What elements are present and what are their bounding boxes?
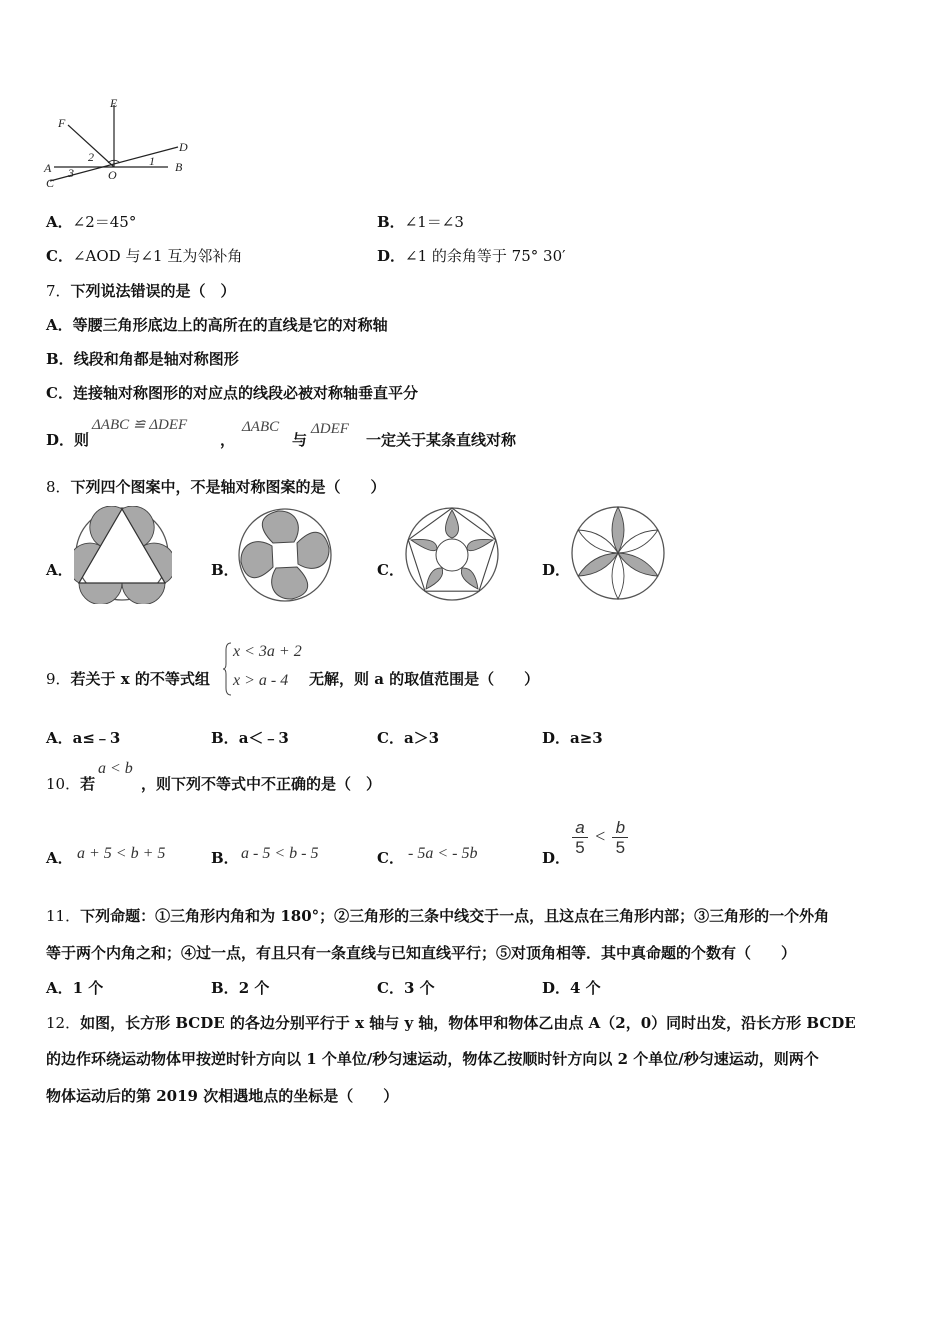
option-text: 4 个 bbox=[570, 979, 601, 997]
option-letter: C． bbox=[46, 247, 73, 265]
comma: ， bbox=[220, 431, 236, 449]
math-def: ΔDEF bbox=[311, 421, 349, 437]
numerator: a bbox=[575, 818, 585, 837]
option-letter: B． bbox=[46, 350, 74, 368]
label-f: F bbox=[58, 116, 66, 130]
q11-option-a bbox=[46, 977, 103, 998]
q11-line-2: 等于两个内角之和；④过一点，有且只有一条直线与已知直线平行；⑤对顶角相等．其中真命题的个数有（ ） bbox=[46, 944, 797, 962]
option-letter: A． bbox=[46, 849, 73, 867]
option-letter: B． bbox=[211, 849, 239, 867]
label-e: E bbox=[110, 96, 118, 110]
q7-option-b bbox=[46, 348, 239, 369]
question-text: 如图，长方形 BCDE 的各边分别平行于 x 轴与 y 轴，物体甲和物体乙由点 A（2，0）同时出发，沿长方形 BCDE bbox=[80, 1014, 856, 1032]
q7-option-d bbox=[46, 429, 89, 450]
inequality-1: x < 3a + 2 bbox=[233, 643, 302, 660]
question-number: 9． bbox=[46, 670, 71, 688]
label-o: O bbox=[108, 168, 117, 182]
label-a: A bbox=[44, 161, 52, 175]
q6-option-b bbox=[377, 211, 464, 232]
q10-option-a-math: a + 5 < b + 5 bbox=[77, 845, 166, 862]
option-text: a≥3 bbox=[570, 729, 603, 747]
question-text: 下列四个图案中，不是轴对称图案的是（ ） bbox=[70, 478, 386, 496]
q11-line-1 bbox=[46, 905, 829, 926]
option-letter: A． bbox=[46, 979, 73, 997]
question-number: 8． bbox=[46, 478, 71, 496]
brace-icon bbox=[223, 642, 233, 696]
q7-option-a bbox=[46, 314, 388, 335]
question-number: 12． bbox=[46, 1014, 81, 1032]
option-text: a＞3 bbox=[403, 729, 440, 747]
option-letter: D． bbox=[46, 431, 75, 449]
q11-option-c bbox=[377, 977, 435, 998]
option-letter: A． bbox=[46, 316, 73, 334]
q10-option-b-math: a - 5 < b - 5 bbox=[241, 845, 319, 862]
connector-text: 与 bbox=[292, 431, 308, 449]
pattern-c-star-pentagon bbox=[403, 505, 501, 603]
option-letter: B． bbox=[211, 729, 239, 747]
option-text: a＜﹣3 bbox=[238, 729, 289, 747]
q12-line-1 bbox=[46, 1012, 856, 1033]
numerator: b bbox=[615, 818, 626, 837]
option-text: ∠AOD 与∠1 互为邻补角 bbox=[72, 247, 243, 265]
q9-option-b bbox=[211, 727, 289, 748]
q9-option-a bbox=[46, 727, 120, 748]
denominator: 5 bbox=[575, 838, 585, 857]
q10-stem-tail: ，则下列不等式中不正确的是（ ） bbox=[141, 775, 382, 793]
option-letter: B． bbox=[377, 213, 405, 231]
question-text: 下列说法错误的是（ ） bbox=[70, 282, 236, 300]
option-text: 连接轴对称图形的对应点的线段必被对称轴垂直平分 bbox=[72, 384, 418, 402]
option-text: 则 bbox=[74, 431, 90, 449]
q11-option-d bbox=[542, 977, 601, 998]
q12-line-2: 的边作环绕运动物体甲按逆时针方向以 1 个单位/秒匀速运动，物体乙按顺时针方向以 2 个单位/秒匀速运动，则两个 bbox=[46, 1050, 819, 1068]
q6-option-a bbox=[46, 211, 136, 232]
option-letter: C． bbox=[377, 729, 404, 747]
q7-option-c bbox=[46, 382, 418, 403]
q10-option-c bbox=[377, 847, 404, 868]
q8-label-c: C． bbox=[377, 561, 404, 579]
option-letter: D． bbox=[542, 849, 571, 867]
option-letter: A． bbox=[46, 729, 73, 747]
q10-option-a bbox=[46, 847, 73, 868]
option-text: a≤﹣3 bbox=[72, 729, 121, 747]
option-letter: D． bbox=[542, 729, 571, 747]
option-letter: D． bbox=[377, 247, 406, 265]
q8-label-d: D． bbox=[542, 561, 571, 579]
option-letter: A． bbox=[46, 213, 73, 231]
math-abc: ΔABC bbox=[242, 419, 280, 435]
label-d: D bbox=[179, 140, 188, 154]
option-letter: B． bbox=[211, 979, 239, 997]
option-letter: C． bbox=[377, 979, 404, 997]
q8-label-b: B． bbox=[211, 561, 239, 579]
q9-stem-tail: 无解，则 a 的取值范围是（ ） bbox=[309, 670, 540, 688]
q9-option-c bbox=[377, 727, 439, 748]
label-angle-1: 1 bbox=[149, 154, 155, 168]
option-text: ∠1＝∠3 bbox=[404, 213, 464, 231]
question-text: 若 bbox=[80, 775, 96, 793]
q10-option-d-math bbox=[572, 818, 628, 857]
fraction-a-over-5 bbox=[572, 818, 588, 857]
option-text: 2 个 bbox=[238, 979, 270, 997]
pattern-a-triangle-arcs bbox=[74, 506, 172, 604]
q10-option-d bbox=[542, 847, 570, 868]
q12-line-3: 物体运动后的第 2019 次相遇地点的坐标是（ ） bbox=[46, 1087, 399, 1105]
label-angle-2: 2 bbox=[88, 150, 94, 164]
q6-option-c bbox=[46, 245, 242, 266]
option-letter: C． bbox=[377, 849, 404, 867]
option-text: 等腰三角形底边上的高所在的直线是它的对称轴 bbox=[72, 316, 388, 334]
option-text: 线段和角都是轴对称图形 bbox=[73, 350, 239, 368]
question-text: 若关于 x 的不等式组 bbox=[70, 670, 210, 688]
q11-option-b bbox=[211, 977, 269, 998]
math-congruent: ΔABC ≌ ΔDEF bbox=[92, 417, 188, 433]
angle-figure bbox=[40, 95, 200, 195]
q6-option-d bbox=[377, 245, 566, 266]
condition-math: a < b bbox=[98, 760, 133, 777]
option-text: ∠2＝45° bbox=[72, 213, 137, 231]
question-number: 7． bbox=[46, 282, 71, 300]
denominator: 5 bbox=[615, 838, 626, 857]
less-than-sign: < bbox=[595, 826, 606, 846]
q9-option-d bbox=[542, 727, 603, 748]
q8-label-a: A． bbox=[46, 561, 73, 579]
label-b: B bbox=[175, 160, 183, 174]
label-angle-3: 3 bbox=[68, 166, 74, 180]
option-text: 3 个 bbox=[403, 979, 435, 997]
question-text: 下列命题：①三角形内角和为 180°；②三角形的三条中线交于一点，且这点在三角形内部；③三角形的一个外角 bbox=[80, 907, 830, 925]
option-letter: D． bbox=[542, 979, 571, 997]
option-text: ∠1 的余角等于 75° 30′ bbox=[405, 247, 566, 265]
option-letter: C． bbox=[46, 384, 73, 402]
option-text-tail: 一定关于某条直线对称 bbox=[366, 431, 517, 449]
inequality-2: x > a - 4 bbox=[233, 672, 289, 689]
question-number: 10． bbox=[46, 775, 81, 793]
q10-stem bbox=[46, 773, 95, 794]
q10-option-b bbox=[211, 847, 239, 868]
fraction-b-over-5 bbox=[612, 818, 628, 857]
q8-stem bbox=[46, 476, 386, 497]
q10-option-c-math: - 5a < - 5b bbox=[408, 845, 478, 862]
q9-stem bbox=[46, 668, 210, 689]
pattern-b-pinwheel bbox=[238, 508, 334, 604]
question-number: 11． bbox=[46, 907, 81, 925]
q7-stem bbox=[46, 280, 236, 301]
pattern-d-flower bbox=[571, 506, 667, 602]
option-text: 1 个 bbox=[72, 979, 104, 997]
label-c: C bbox=[46, 176, 55, 190]
